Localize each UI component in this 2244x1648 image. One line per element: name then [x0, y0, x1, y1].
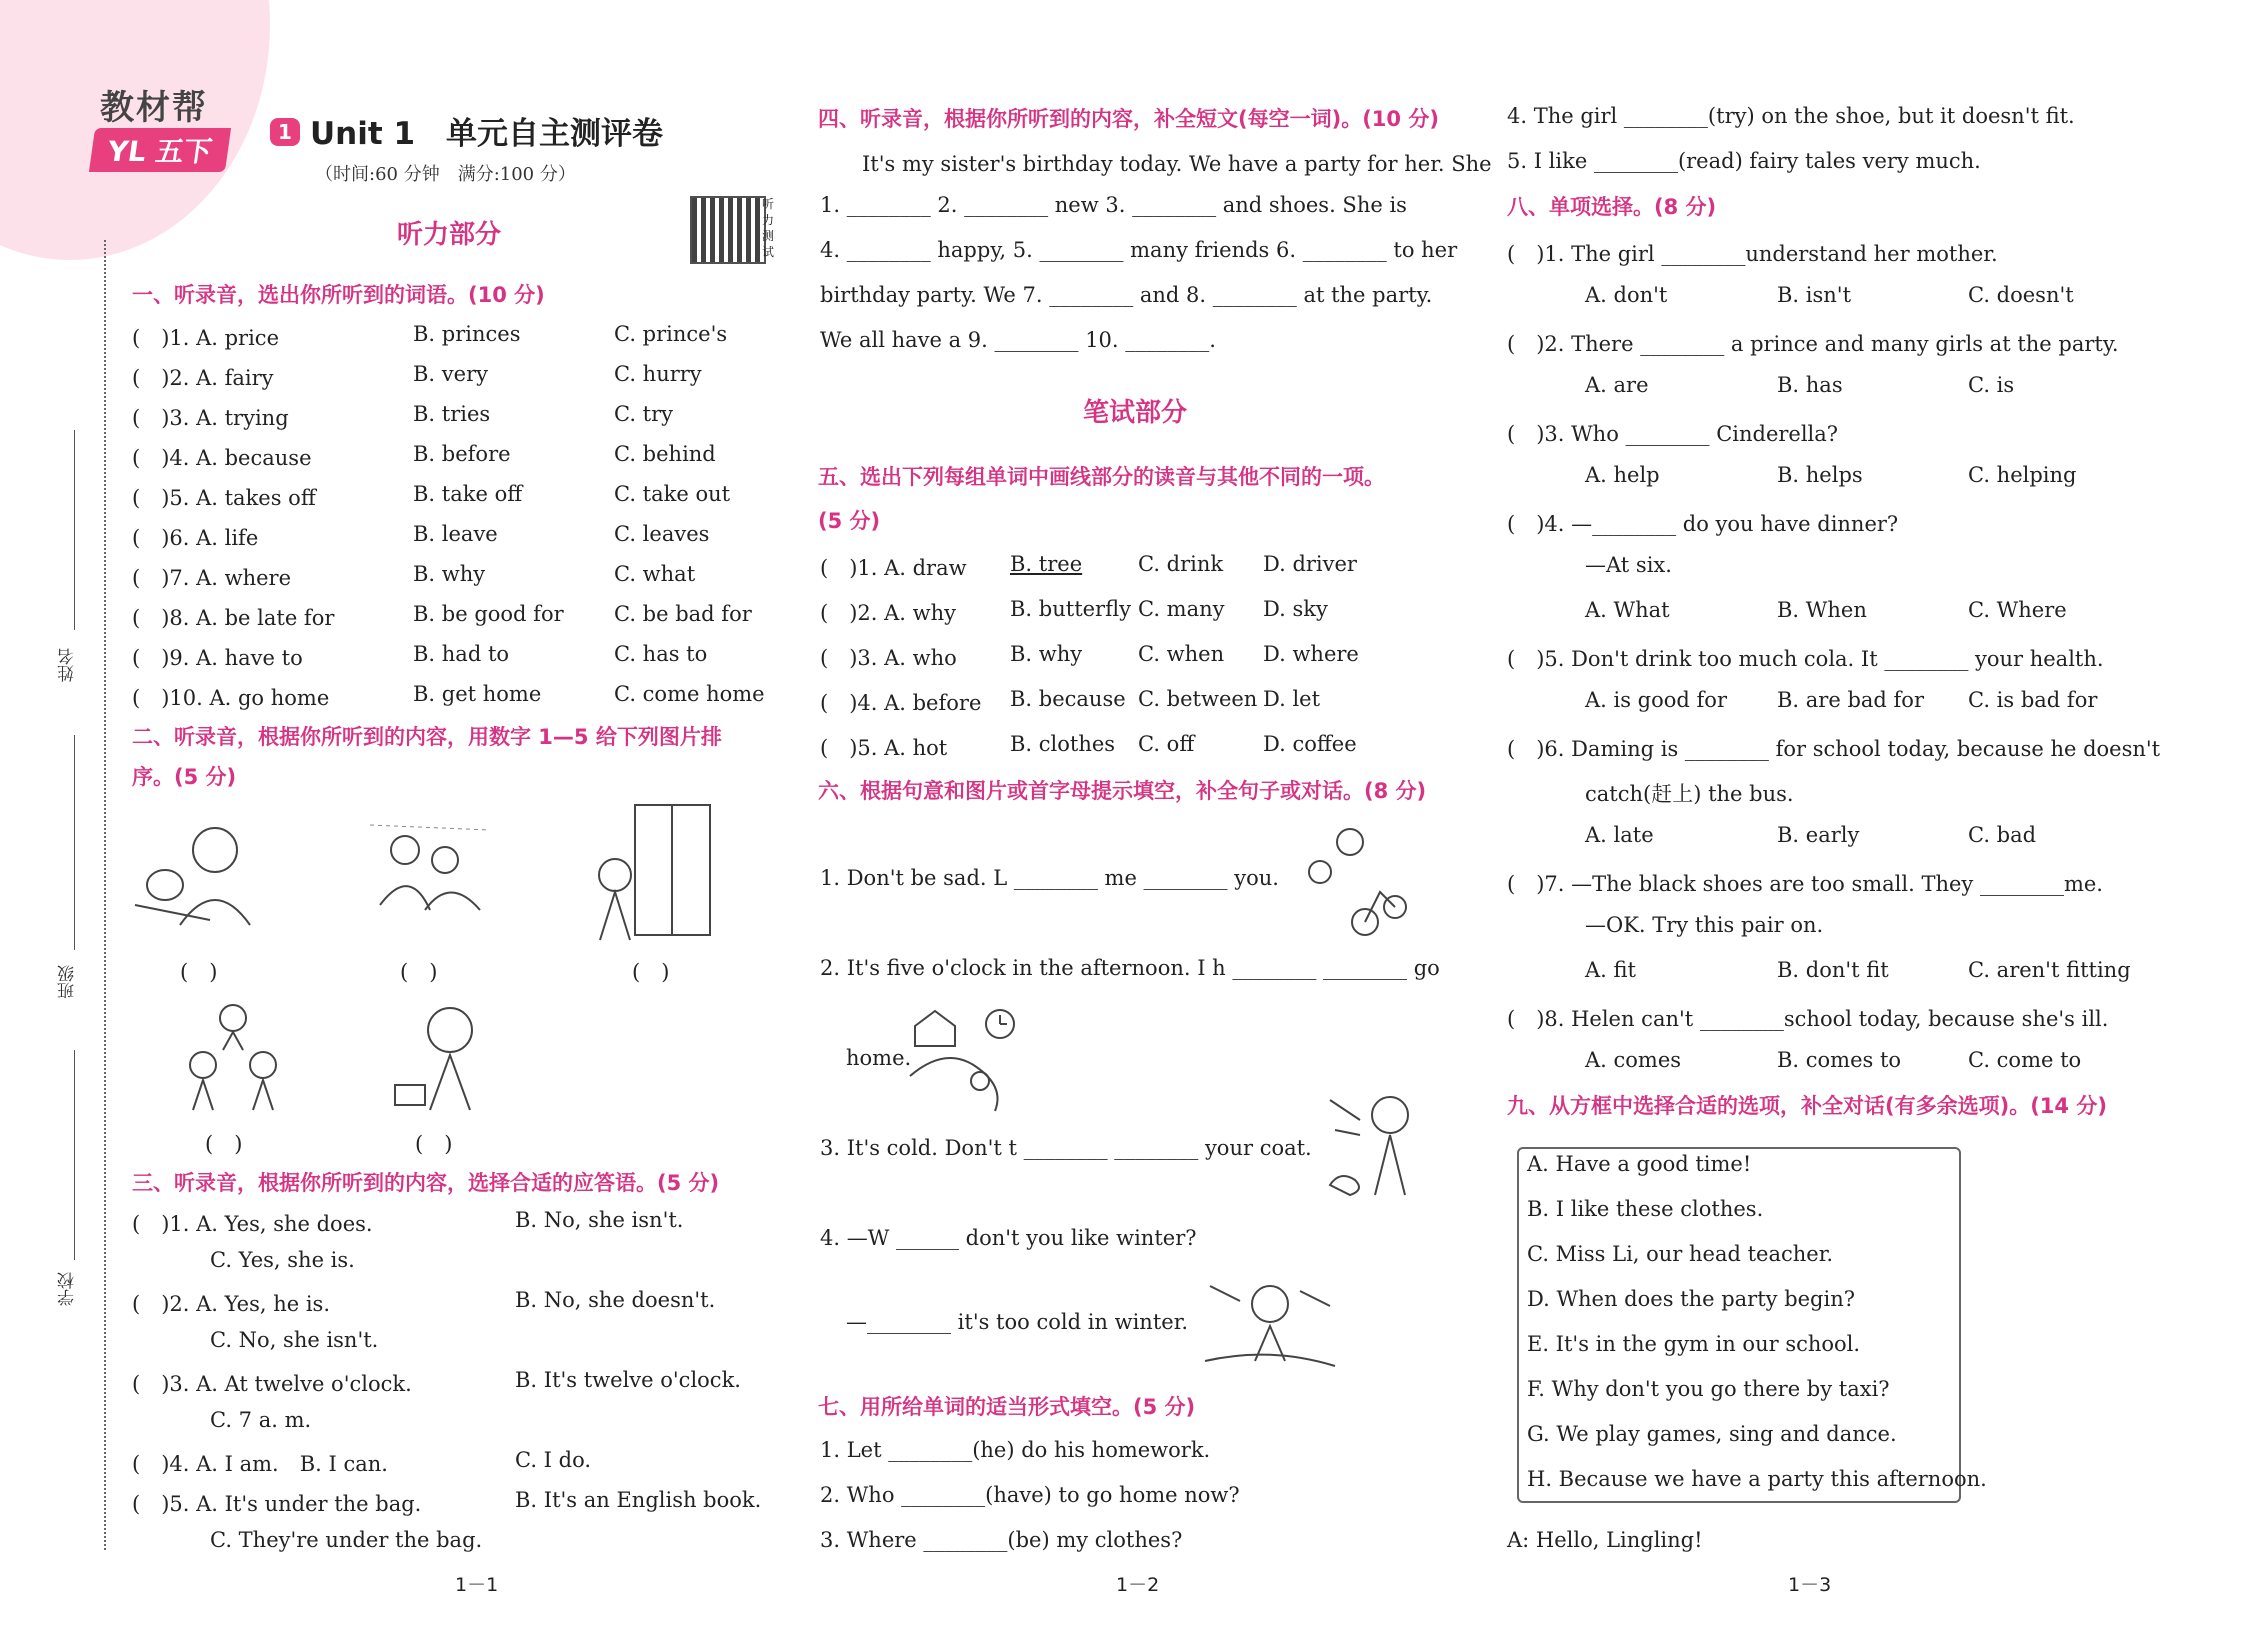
s8-q1-b: B. isn't	[1777, 283, 1852, 307]
section1-title: 一、听录音，选出你所听到的词语。(10 分)	[132, 283, 545, 307]
s1-q6: ( )6. A. life	[132, 526, 259, 550]
time-score-info: （时间:60 分钟 满分:100 分）	[315, 164, 576, 185]
picture-children-playing	[178, 1000, 288, 1115]
side-school-label: 学校	[58, 1272, 78, 1306]
s1-q4-b: B. before	[413, 442, 511, 466]
side-name-label: 姓名	[58, 648, 78, 682]
s8-q5: ( )5. Don't drink too much cola. It ________ your health.	[1507, 647, 2104, 671]
s3-q5-c: C. They're under the bag.	[210, 1528, 483, 1552]
pic1-blank[interactable]: ( )	[180, 960, 218, 984]
s8-q4-b: B. When	[1777, 598, 1867, 622]
qr-label: 听力测试	[762, 197, 775, 259]
s1-q10-b: B. get home	[413, 682, 542, 706]
s1-q1-c: C. prince's	[614, 322, 728, 346]
s1-q9-b: B. had to	[413, 642, 510, 666]
s5-q2-d: D. sky	[1263, 597, 1328, 621]
s3-q3-b: B. It's twelve o'clock.	[515, 1368, 741, 1392]
s1-q2-c: C. hurry	[614, 362, 702, 386]
picture-girl-in-wind	[1325, 1090, 1430, 1205]
unit-number-badge: 1	[270, 118, 300, 146]
s8-q6-cont: catch(赶上) the bus.	[1585, 782, 1794, 806]
s3-q1-a: ( )1. A. Yes, she does.	[132, 1212, 373, 1236]
s1-q7-c: C. what	[614, 562, 696, 586]
picture-child-going-home-clock	[905, 1006, 1025, 1116]
s9-opt-e: E. It's in the gym in our school.	[1527, 1332, 1861, 1356]
s3-q1-c: C. Yes, she is.	[210, 1248, 355, 1272]
s5-q2-b: B. butterfly	[1010, 597, 1131, 621]
s7-q1: 1. Let ________(he) do his homework.	[820, 1438, 1211, 1462]
s8-q1-c: C. doesn't	[1968, 283, 2074, 307]
s8-q4-answer: —At six.	[1585, 553, 1672, 577]
s1-q7: ( )7. A. where	[132, 566, 292, 590]
s8-q4-c: C. Where	[1968, 598, 2067, 622]
s5-q1-a: ( )1. A. draw	[820, 556, 967, 580]
section9-title: 九、从方框中选择合适的选项，补全对话(有多余选项)。(14 分)	[1507, 1094, 2107, 1118]
s7-q5: 5. I like ________(read) fairy tales very much.	[1507, 149, 1981, 173]
s3-q3-a: ( )3. A. At twelve o'clock.	[132, 1372, 412, 1396]
s9-dialog-line1: A: Hello, Lingling!	[1507, 1528, 1703, 1552]
section2-title-line2: 序。(5 分)	[132, 765, 237, 789]
s8-q8-b: B. comes to	[1777, 1048, 1902, 1072]
section5-title-line1: 五、选出下列每组单词中画线部分的读音与其他不同的一项。	[818, 465, 1385, 489]
s1-q9: ( )9. A. have to	[132, 646, 303, 670]
s3-q2-a: ( )2. A. Yes, he is.	[132, 1292, 331, 1316]
s4-line1: It's my sister's birthday today. We have a party for her. She	[820, 152, 1492, 176]
s4-line4: birthday party. We 7. ________ and 8. ________ at the party.	[820, 283, 1433, 307]
section4-title: 四、听录音，根据你所听到的内容，补全短文(每空一词)。(10 分)	[818, 107, 1439, 131]
s9-opt-f: F. Why don't you go there by taxi?	[1527, 1377, 1890, 1401]
s5-q1-b: B. tree	[1010, 552, 1083, 576]
side-name-line	[74, 430, 75, 630]
s5-q3-d: D. where	[1263, 642, 1359, 666]
picture-boy-wardrobe	[590, 800, 730, 950]
pic5-blank[interactable]: ( )	[415, 1132, 453, 1156]
listening-heading: 听力部分	[397, 220, 502, 250]
s6-q2-home: home.	[846, 1046, 912, 1070]
page-number-2: 1－2	[1116, 1574, 1160, 1596]
s8-q7-c: C. aren't fitting	[1968, 958, 2131, 982]
s8-q6-a: A. late	[1585, 823, 1654, 847]
s3-q5-a: ( )5. A. It's under the bag.	[132, 1492, 422, 1516]
pic4-blank[interactable]: ( )	[205, 1132, 243, 1156]
s5-q4-c: C. between	[1138, 687, 1258, 711]
picture-fairy-scene	[365, 815, 495, 920]
s1-q3: ( )3. A. trying	[132, 406, 289, 430]
s1-q5: ( )5. A. takes off	[132, 486, 316, 510]
s8-q3-c: C. helping	[1968, 463, 2077, 487]
s5-q5-a: ( )5. A. hot	[820, 736, 948, 760]
s8-q4-a: A. What	[1585, 598, 1670, 622]
s4-line3: 4. ________ happy, 5. ________ many friends 6. ________ to her	[820, 238, 1458, 262]
s8-q2-a: A. are	[1585, 373, 1649, 397]
s3-q4-a: ( )4. A. I am. B. I can.	[132, 1452, 388, 1476]
s5-q3-b: B. why	[1010, 642, 1083, 666]
s1-q5-c: C. take out	[614, 482, 731, 506]
s8-q5-c: C. is bad for	[1968, 688, 2098, 712]
s6-q4: 4. —W ______ don't you like winter?	[820, 1226, 1197, 1250]
s3-q3-c: C. 7 a. m.	[210, 1408, 312, 1432]
side-class-label: 班级	[58, 965, 78, 999]
s6-q4-answer: —________ it's too cold in winter.	[846, 1310, 1189, 1334]
s1-q1-b: B. princes	[413, 322, 521, 346]
s1-q8-c: C. be bad for	[614, 602, 752, 626]
s5-q2-a: ( )2. A. why	[820, 601, 956, 625]
pic2-blank[interactable]: ( )	[400, 960, 438, 984]
s5-q3-a: ( )3. A. who	[820, 646, 957, 670]
s8-q4: ( )4. —________ do you have dinner?	[1507, 512, 1899, 536]
s8-q1: ( )1. The girl ________understand her mother.	[1507, 242, 1998, 266]
s5-q1-d: D. driver	[1263, 552, 1357, 576]
s3-q4-b: C. I do.	[515, 1448, 592, 1472]
s8-q3: ( )3. Who ________ Cinderella?	[1507, 422, 1839, 446]
pic3-blank[interactable]: ( )	[632, 960, 670, 984]
s8-q6-c: C. bad	[1968, 823, 2037, 847]
s6-q3: 3. It's cold. Don't t ________ ________ your coat.	[820, 1136, 1312, 1160]
s8-q5-b: B. are bad for	[1777, 688, 1924, 712]
s1-q1: ( )1. A. price	[132, 326, 279, 350]
section7-title: 七、用所给单词的适当形式填空。(5 分)	[818, 1395, 1196, 1419]
s1-q5-b: B. take off	[413, 482, 523, 506]
s5-q4-b: B. because	[1010, 687, 1126, 711]
picture-mother-child-bed	[130, 815, 260, 935]
s7-q4: 4. The girl ________(try) on the shoe, but it doesn't fit.	[1507, 104, 2075, 128]
page-number-1: 1－1	[455, 1574, 499, 1596]
s9-opt-a: A. Have a good time!	[1527, 1152, 1752, 1176]
s6-q2: 2. It's five o'clock in the afternoon. I h ________ ________ go	[820, 956, 1440, 980]
s3-q2-b: B. No, she doesn't.	[515, 1288, 716, 1312]
s7-q3: 3. Where ________(be) my clothes?	[820, 1528, 1183, 1552]
s1-q10-c: C. come home	[614, 682, 765, 706]
s5-q4-a: ( )4. A. before	[820, 691, 982, 715]
s8-q2-b: B. has	[1777, 373, 1843, 397]
s3-q1-b: B. No, she isn't.	[515, 1208, 684, 1232]
s8-q2: ( )2. There ________ a prince and many girls at the party.	[1507, 332, 2119, 356]
s1-q8-b: B. be good for	[413, 602, 564, 626]
s5-q4-d: D. let	[1263, 687, 1321, 711]
qr-code-icon[interactable]	[690, 196, 766, 264]
s9-opt-g: G. We play games, sing and dance.	[1527, 1422, 1897, 1446]
s5-q2-c: C. many	[1138, 597, 1225, 621]
s8-q1-a: A. don't	[1585, 283, 1668, 307]
section2-title-line1: 二、听录音，根据你所听到的内容，用数字 1—5 给下列图片排	[132, 725, 722, 749]
side-class-line	[74, 735, 75, 950]
s9-opt-b: B. I like these clothes.	[1527, 1197, 1764, 1221]
s7-q2: 2. Who ________(have) to go home now?	[820, 1483, 1240, 1507]
s8-q6-b: B. early	[1777, 823, 1860, 847]
s3-q2-c: C. No, she isn't.	[210, 1328, 379, 1352]
s5-q5-b: B. clothes	[1010, 732, 1116, 756]
section8-title: 八、单项选择。(8 分)	[1507, 195, 1717, 219]
s4-line5: We all have a 9. ________ 10. ________.	[820, 328, 1216, 352]
s1-q4: ( )4. A. because	[132, 446, 312, 470]
s1-q9-c: C. has to	[614, 642, 708, 666]
s1-q2-b: B. very	[413, 362, 488, 386]
s8-q5-a: A. is good for	[1585, 688, 1727, 712]
grade-badge: YL 五下	[89, 128, 231, 172]
s1-q7-b: B. why	[413, 562, 486, 586]
s1-q2: ( )2. A. fairy	[132, 366, 274, 390]
s8-q7-answer: —OK. Try this pair on.	[1585, 913, 1824, 937]
s1-q6-c: C. leaves	[614, 522, 710, 546]
binding-line	[104, 240, 106, 1550]
section5-title-line2: (5 分)	[818, 509, 881, 533]
section3-title: 三、听录音，根据你所听到的内容，选择合适的应答语。(5 分)	[132, 1171, 720, 1195]
s5-q1-c: C. drink	[1138, 552, 1224, 576]
picture-girl-with-bag	[390, 1000, 500, 1115]
s8-q2-c: C. is	[1968, 373, 2015, 397]
s1-q6-b: B. leave	[413, 522, 498, 546]
s4-line2: 1. ________ 2. ________ new 3. ________ and shoes. She is	[820, 193, 1407, 217]
s1-q4-c: C. behind	[614, 442, 716, 466]
s8-q6: ( )6. Daming is ________ for school today, because he doesn't	[1507, 737, 2161, 761]
s8-q3-b: B. helps	[1777, 463, 1863, 487]
brand-name: 教材帮	[100, 88, 208, 128]
s5-q3-c: C. when	[1138, 642, 1225, 666]
side-school-line	[74, 1050, 75, 1260]
s9-opt-c: C. Miss Li, our head teacher.	[1527, 1242, 1834, 1266]
page-title: Unit 1 单元自主测评卷	[310, 116, 664, 152]
written-heading: 笔试部分	[1083, 398, 1188, 428]
s8-q8-c: C. come to	[1968, 1048, 2082, 1072]
s1-q3-b: B. tries	[413, 402, 491, 426]
s8-q8: ( )8. Helen can't ________school today, because she's ill.	[1507, 1007, 2109, 1031]
page-number-3: 1－3	[1788, 1574, 1832, 1596]
s8-q7-b: B. don't fit	[1777, 958, 1889, 982]
s8-q8-a: A. comes	[1585, 1048, 1682, 1072]
s9-opt-d: D. When does the party begin?	[1527, 1287, 1856, 1311]
s1-q8: ( )8. A. be late for	[132, 606, 335, 630]
picture-child-cold-winter	[1200, 1276, 1340, 1371]
s6-q1: 1. Don't be sad. L ________ me ________ you.	[820, 866, 1279, 890]
s9-opt-h: H. Because we have a party this afternoon.	[1527, 1467, 1987, 1491]
picture-child-fallen-bike	[1300, 822, 1410, 937]
s8-q7-a: A. fit	[1585, 958, 1636, 982]
s1-q3-c: C. try	[614, 402, 674, 426]
s8-q7: ( )7. —The black shoes are too small. They ________me.	[1507, 872, 2103, 896]
s5-q5-d: D. coffee	[1263, 732, 1357, 756]
section6-title: 六、根据句意和图片或首字母提示填空，补全句子或对话。(8 分)	[818, 779, 1427, 803]
s1-q10: ( )10. A. go home	[132, 686, 330, 710]
s3-q5-b: B. It's an English book.	[515, 1488, 762, 1512]
s8-q3-a: A. help	[1585, 463, 1660, 487]
s5-q5-c: C. off	[1138, 732, 1195, 756]
